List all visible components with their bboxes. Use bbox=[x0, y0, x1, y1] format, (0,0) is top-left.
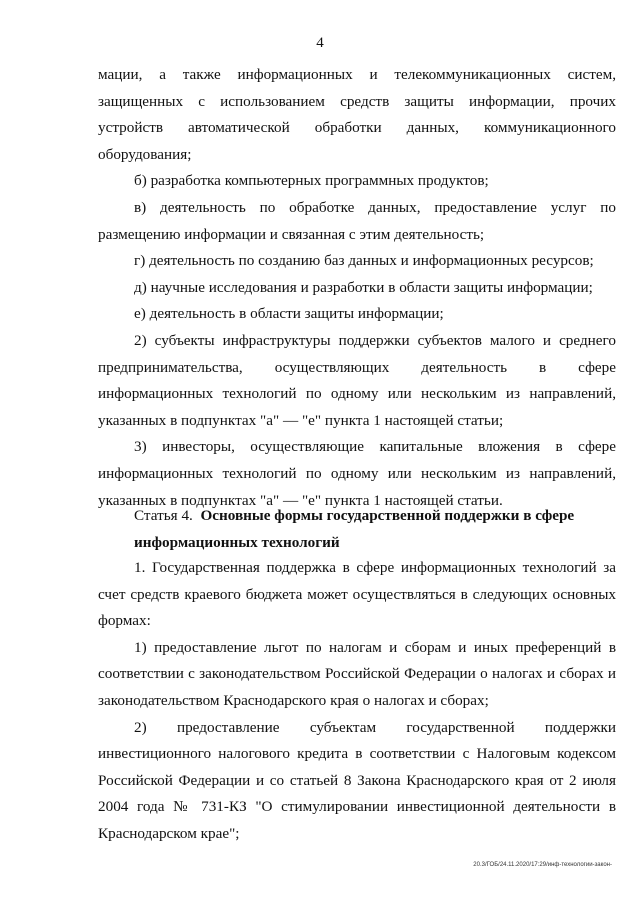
text-block-bottom bbox=[98, 555, 616, 848]
article-label: Статья 4. bbox=[134, 507, 193, 524]
paragraph-item-b: б) разработка компьютерных программных продуктов; bbox=[134, 172, 489, 190]
paragraph-item-e: е) деятельность в области защиты информации; bbox=[134, 305, 444, 323]
paragraph-item-v: в) деятельность по обработке данных, предоставление услуг по размещению информации и связанная с этим деятельность; bbox=[98, 198, 616, 243]
paragraph-item-g: г) деятельность по созданию баз данных и информационных ресурсов; bbox=[134, 252, 594, 270]
article-title: Основные формы государственной поддержки в сфере информационных технологий bbox=[134, 507, 575, 551]
article-heading bbox=[134, 503, 616, 556]
paragraph-item-d: д) научные исследования и разработки в области защиты информации; bbox=[134, 278, 593, 296]
page-number: 4 bbox=[316, 35, 324, 51]
footer-document-code: 20.3/ГОБ/24.11.2020/17:29/инф-технологии-закон- bbox=[473, 862, 612, 868]
paragraph-article4-1-2: 2) предоставление субъектам государственной поддержки инвестиционного налогового кредита в соответствии с Налоговым кодексом Российской Федерации и со статьей 8 Закона Краснодарского края от 2 июля 2004 года № 731-КЗ "О стимулировании инвестиционной деятельности в Краснодарском крае"; bbox=[98, 718, 616, 842]
paragraph-article4-1-1: 1) предоставление льгот по налогам и сборам и иных преференций в соответствии с законодательством Российской Федерации о налогах и сборах и законодательством Краснодарского края о налогах и сборах; bbox=[98, 638, 616, 709]
paragraph-item-3: 3) инвесторы, осуществляющие капитальные вложения в сфере информационных технологий по одному или нескольким из направлений, указанных в подпунктах "а" — "е" пункта 1 настоящей статьи. bbox=[98, 438, 616, 509]
text-block-top bbox=[98, 62, 616, 514]
paragraph-item-2: 2) субъекты инфраструктуры поддержки субъектов малого и среднего предпринимательства, осуществляющих деятельность в сфере информационных технологий по одному или нескольким из направлений, указанных в подпунктах "а" — "е" пункта 1 настоящей статьи; bbox=[98, 331, 616, 429]
paragraph-continuation: мации, а также информационных и телекоммуникационных систем, защищенных с использованием средств защиты информации, прочих устройств автоматической обработки данных, коммуникационного оборудования; bbox=[98, 66, 616, 163]
paragraph-article4-1: 1. Государственная поддержка в сфере информационных технологий за счет средств краевого бюджета может осуществляться в следующих основных формах: bbox=[98, 559, 616, 630]
